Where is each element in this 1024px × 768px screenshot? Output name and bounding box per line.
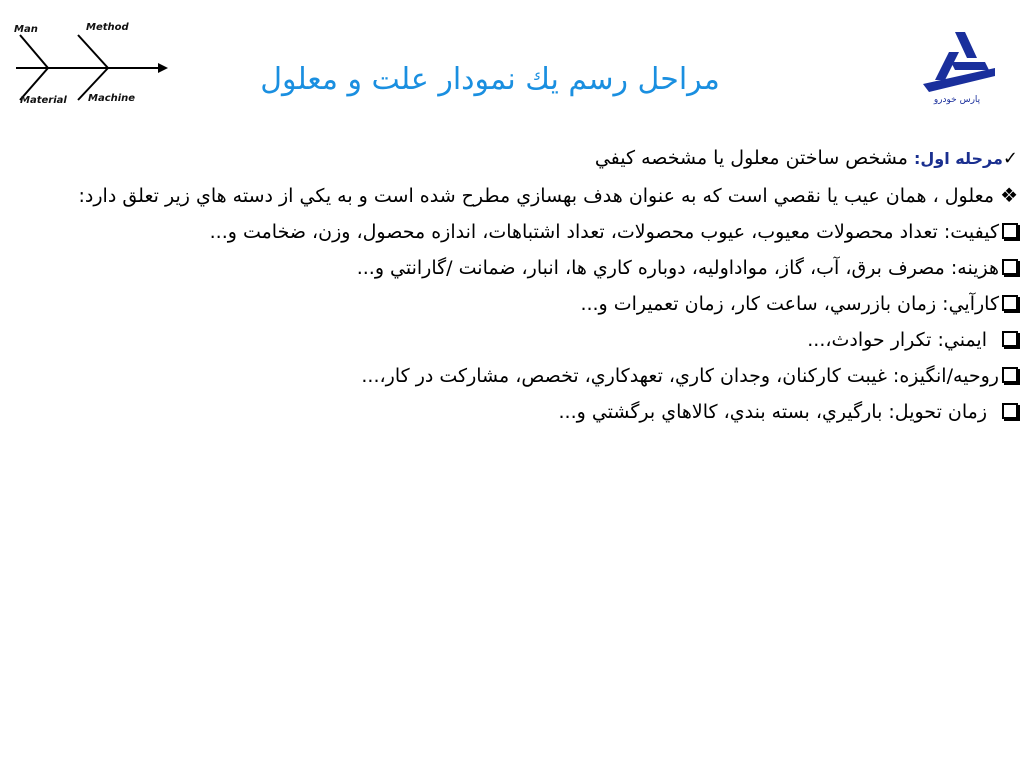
checkmark-icon: ✓: [1002, 148, 1018, 169]
slide-title: مراحل رسم يك نمودار علت و معلول: [260, 62, 720, 97]
fishbone-label-man: Man: [14, 24, 38, 35]
fishbone-diagram-icon: [8, 20, 168, 110]
diamond-bullet-icon: ❖: [1000, 183, 1018, 207]
fishbone-label-machine: Machine: [88, 93, 136, 104]
list-item: [70, 358, 1018, 394]
logo-text: پارس خودرو: [933, 95, 981, 105]
fishbone-arrowhead: [158, 63, 168, 73]
list-item: [70, 214, 1018, 250]
square-bullet-icon: [1002, 367, 1018, 383]
company-logo: [915, 28, 1000, 106]
fishbone-label-material: Material: [20, 95, 67, 106]
effect-paragraph: [70, 177, 1018, 214]
list-item: [70, 286, 1018, 322]
list-item-text: روحيه/انگيزه: غيبت كاركنان، وجدان كاري، تعهدكاري، تخصص، مشاركت در كار،...: [361, 365, 999, 387]
square-bullet-icon: [1002, 259, 1018, 275]
square-bullet-icon: [1002, 403, 1018, 419]
step-line: [70, 140, 1018, 177]
fishbone-bone: [78, 35, 108, 68]
list-item-text: كيفيت: تعداد محصولات معيوب، عيوب محصولات، تعداد اشتباهات، اندازه محصول، وزن، ضخامت و...: [209, 221, 999, 243]
slide-content: [70, 140, 1018, 430]
list-item-text: هزينه: مصرف برق، آب، گاز، مواداوليه، دوباره كاري ها، انبار، ضمانت /گارانتي و...: [356, 257, 999, 279]
step-label: مرحله اول:: [914, 149, 1003, 168]
list-item: [70, 322, 1018, 358]
fishbone-label-method: Method: [86, 22, 129, 33]
list-item-text: زمان تحويل: بارگيري، بسته بندي، كالاهاي برگشتي و...: [558, 401, 987, 423]
list-item-text: ايمني: تكرار حوادث،...: [807, 329, 987, 351]
list-item: [70, 250, 1018, 286]
effect-text: معلول ، همان عيب يا نقصي است كه به عنوان هدف بهسازي مطرح شده است و به يكي از دسته هاي زير تعلق دارد:: [78, 185, 995, 207]
square-bullet-icon: [1002, 331, 1018, 347]
fishbone-bone: [20, 35, 48, 68]
square-bullet-icon: [1002, 295, 1018, 311]
square-bullet-icon: [1002, 223, 1018, 239]
step-text: مشخص ساختن معلول يا مشخصه كيفي: [594, 147, 908, 169]
list-item-text: كارآيي: زمان بازرسي، ساعت كار، زمان تعميرات و...: [580, 293, 999, 315]
list-item: [70, 394, 1018, 430]
